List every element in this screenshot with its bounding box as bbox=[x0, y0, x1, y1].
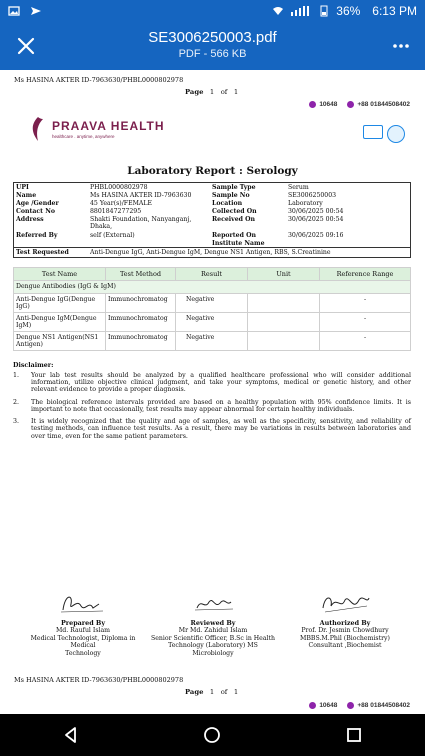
battery-icon bbox=[318, 5, 330, 17]
test-group-label: Dengue Antibodies (IgG & IgM) bbox=[14, 281, 411, 294]
page-total: 1 bbox=[233, 688, 239, 696]
item-text: The biological reference intervals provided are based on a healthy population with 95% confidence limits. It is important to note that occasionally, test results may appear abnormal for certain healthy individuals. bbox=[31, 398, 411, 413]
phone-icon bbox=[309, 101, 316, 108]
phone-icon bbox=[309, 702, 316, 709]
signature-credentials: Consultant ,Biochemist bbox=[308, 642, 382, 650]
test-result: Negative bbox=[176, 332, 248, 351]
leaf-logo-icon bbox=[30, 116, 46, 142]
test-requested-label: Test Requested bbox=[14, 248, 88, 257]
col-test-name: Test Name bbox=[14, 268, 106, 281]
test-range: - bbox=[320, 313, 411, 332]
results-table bbox=[13, 267, 411, 351]
collected-value: 30/06/2025 00:54 bbox=[288, 208, 344, 216]
item-number: 2. bbox=[13, 398, 20, 406]
signature-name: Md. Rauful Islam bbox=[55, 626, 111, 634]
praava-logo bbox=[30, 116, 165, 142]
upi-label: UPI bbox=[16, 183, 29, 191]
page-number: 1 bbox=[209, 88, 215, 96]
table-row bbox=[14, 294, 411, 313]
file-title: SE3006250003.pdf bbox=[148, 29, 277, 46]
signature-credentials: Technology bbox=[65, 650, 101, 657]
test-unit bbox=[248, 313, 320, 332]
signature-credentials: MBBS.M.Phil (Biochemistry) bbox=[300, 634, 390, 642]
signature-credentials: Technology (Laboratory) MS Microbiology bbox=[168, 642, 258, 657]
file-subtitle: PDF - 566 KB bbox=[178, 48, 247, 60]
test-unit bbox=[248, 332, 320, 351]
list-item bbox=[13, 418, 411, 440]
sample-no-label: Sample No bbox=[212, 191, 250, 199]
signature-role: Prepared By bbox=[60, 618, 106, 627]
col-result: Result bbox=[176, 268, 248, 281]
test-method: Immunochromatog bbox=[106, 332, 176, 351]
app-bar bbox=[0, 22, 425, 70]
name-label: Name bbox=[16, 191, 37, 199]
location-label: Location bbox=[212, 199, 243, 207]
phone-number: +88 01844508402 bbox=[357, 702, 410, 709]
institute-value bbox=[286, 239, 410, 248]
page-number: 1 bbox=[209, 688, 215, 696]
contact-label: Contact No bbox=[16, 208, 55, 216]
home-icon[interactable] bbox=[201, 724, 223, 746]
page-of: of bbox=[220, 688, 228, 696]
location-value: Laboratory bbox=[288, 199, 323, 207]
footer-page-indicator bbox=[185, 688, 238, 696]
hotline: 10648 bbox=[319, 101, 338, 108]
signature-name: Prof. Dr. Jesmin Chowdhury bbox=[301, 626, 389, 634]
test-range: - bbox=[320, 294, 411, 313]
signature-credentials: Senior Scientific Officer, B.Sc in Health bbox=[151, 634, 275, 642]
signature-block bbox=[18, 590, 148, 658]
wifi-icon bbox=[272, 5, 284, 17]
sample-type-label: Sample Type bbox=[212, 183, 256, 191]
more-options-icon[interactable] bbox=[391, 36, 411, 56]
phone-number: +88 01844508402 bbox=[357, 101, 410, 108]
status-bar bbox=[0, 0, 425, 22]
table-row bbox=[14, 313, 411, 332]
hotline: 10648 bbox=[319, 702, 338, 709]
age-label: Age /Gender bbox=[16, 199, 59, 207]
signature-block bbox=[148, 590, 278, 658]
back-icon[interactable] bbox=[60, 724, 82, 746]
referred-value: self (External) bbox=[90, 231, 135, 239]
brand-name: PRAAVA HEALTH bbox=[52, 119, 165, 133]
reported-value: 30/06/2025 09:16 bbox=[288, 231, 344, 239]
address-value: Shakti Foundation, Nanyanganj, Dhaka, bbox=[90, 216, 192, 231]
pdf-page[interactable] bbox=[0, 70, 425, 714]
list-item bbox=[13, 399, 411, 413]
battery-level: 36% bbox=[336, 4, 361, 18]
navigation-bar bbox=[0, 714, 425, 756]
age-value: 45 Year(s)/FEMALE bbox=[90, 199, 153, 207]
item-text: It is widely recognized that the quality and age of samples, as well as the specificity, sensitivity, and reliability of testing methods, can influence test results. As a result, there may be variations in results between laboratories and over time, even for the same patient parameters. bbox=[31, 418, 411, 440]
signature-icon bbox=[53, 590, 113, 616]
footer-patient-line: Ms HASINA AKTER ID-7963630/PHBL0000802978 bbox=[14, 676, 184, 684]
referred-label: Referred By bbox=[16, 231, 58, 239]
test-name: Anti-Dengue IgM(Dengue IgM) bbox=[14, 313, 106, 332]
reported-label: Reported On bbox=[212, 231, 256, 239]
accreditation-badges bbox=[363, 125, 405, 143]
signature-role: Reviewed By bbox=[190, 618, 236, 627]
page-total: 1 bbox=[233, 88, 239, 96]
table-row bbox=[14, 332, 411, 351]
clock: 6:13 PM bbox=[372, 4, 417, 18]
col-reference-range: Reference Range bbox=[320, 268, 411, 281]
test-name: Anti-Dengue IgG(Dengue IgG) bbox=[14, 294, 106, 313]
patient-header-line: Ms HASINA AKTER ID-7963630/PHBL0000802978 bbox=[14, 76, 184, 84]
certification-seal-icon bbox=[387, 125, 405, 143]
footer-contacts bbox=[309, 702, 410, 709]
send-icon bbox=[30, 5, 42, 17]
whatsapp-icon bbox=[347, 101, 354, 108]
received-value: 30/06/2025 00:54 bbox=[288, 216, 344, 224]
signal-icon bbox=[290, 5, 312, 17]
test-result: Negative bbox=[176, 313, 248, 332]
sample-no-value: SE3006250003 bbox=[288, 191, 337, 199]
test-method: Immunochromatog bbox=[106, 313, 176, 332]
page-of: of bbox=[220, 88, 228, 96]
report-title: Laboratory Report : Serology bbox=[127, 165, 298, 177]
col-test-method: Test Method bbox=[106, 268, 176, 281]
signature-role: Authorized By bbox=[319, 618, 371, 627]
accreditation-badge-icon bbox=[363, 125, 383, 139]
test-range: - bbox=[320, 332, 411, 351]
signature-credentials: Medical Technologist, Diploma in Medical bbox=[30, 634, 136, 650]
disclaimer bbox=[13, 362, 411, 445]
page-label: Page bbox=[185, 688, 204, 696]
test-requested-value: Anti-Dengue IgG, Anti-Dengue IgM, Dengue NS1 Antigen, RBS, S.Creatinine bbox=[88, 248, 410, 257]
address-label: Address bbox=[16, 216, 44, 224]
signature-name: Mr Md. Zahidul Islam bbox=[178, 626, 248, 634]
whatsapp-icon bbox=[347, 702, 354, 709]
test-name: Dengue NS1 Antigen(NS1 Antigen) bbox=[14, 332, 106, 351]
patient-info-box bbox=[13, 182, 411, 258]
image-icon bbox=[8, 5, 20, 17]
header-contacts bbox=[309, 101, 410, 108]
brand-tagline: healthcare . anytime, anywhere bbox=[52, 134, 115, 139]
signature-icon bbox=[183, 590, 243, 616]
recents-icon[interactable] bbox=[343, 724, 365, 746]
test-result: Negative bbox=[176, 294, 248, 313]
collected-label: Collected On bbox=[212, 208, 257, 216]
received-label: Received On bbox=[212, 216, 256, 224]
item-number: 1. bbox=[13, 372, 20, 379]
sample-type-value: Serum bbox=[288, 183, 309, 191]
item-text: Your lab test results should be analyzed by a qualified healthcare professional who will consider additional information, utilize objective clinical judgment, and take your symptoms, medical or genetic history, and other relevant evidence to provide a proper diagnosis. bbox=[31, 372, 411, 394]
page-indicator bbox=[185, 88, 238, 96]
test-method: Immunochromatog bbox=[106, 294, 176, 313]
list-item bbox=[13, 372, 411, 394]
col-unit: Unit bbox=[248, 268, 320, 281]
upi-value: PHBL0000802978 bbox=[90, 183, 148, 191]
test-unit bbox=[248, 294, 320, 313]
signature-icon bbox=[315, 590, 375, 616]
signature-block bbox=[280, 590, 410, 650]
item-number: 3. bbox=[13, 418, 20, 426]
institute-label: Institute Name bbox=[212, 239, 265, 247]
page-label: Page bbox=[185, 88, 204, 96]
contact-value: 8801847277295 bbox=[90, 208, 142, 216]
disclaimer-title: Disclaimer: bbox=[13, 362, 54, 369]
name-value: Ms HASINA AKTER ID-7963630 bbox=[90, 191, 192, 199]
